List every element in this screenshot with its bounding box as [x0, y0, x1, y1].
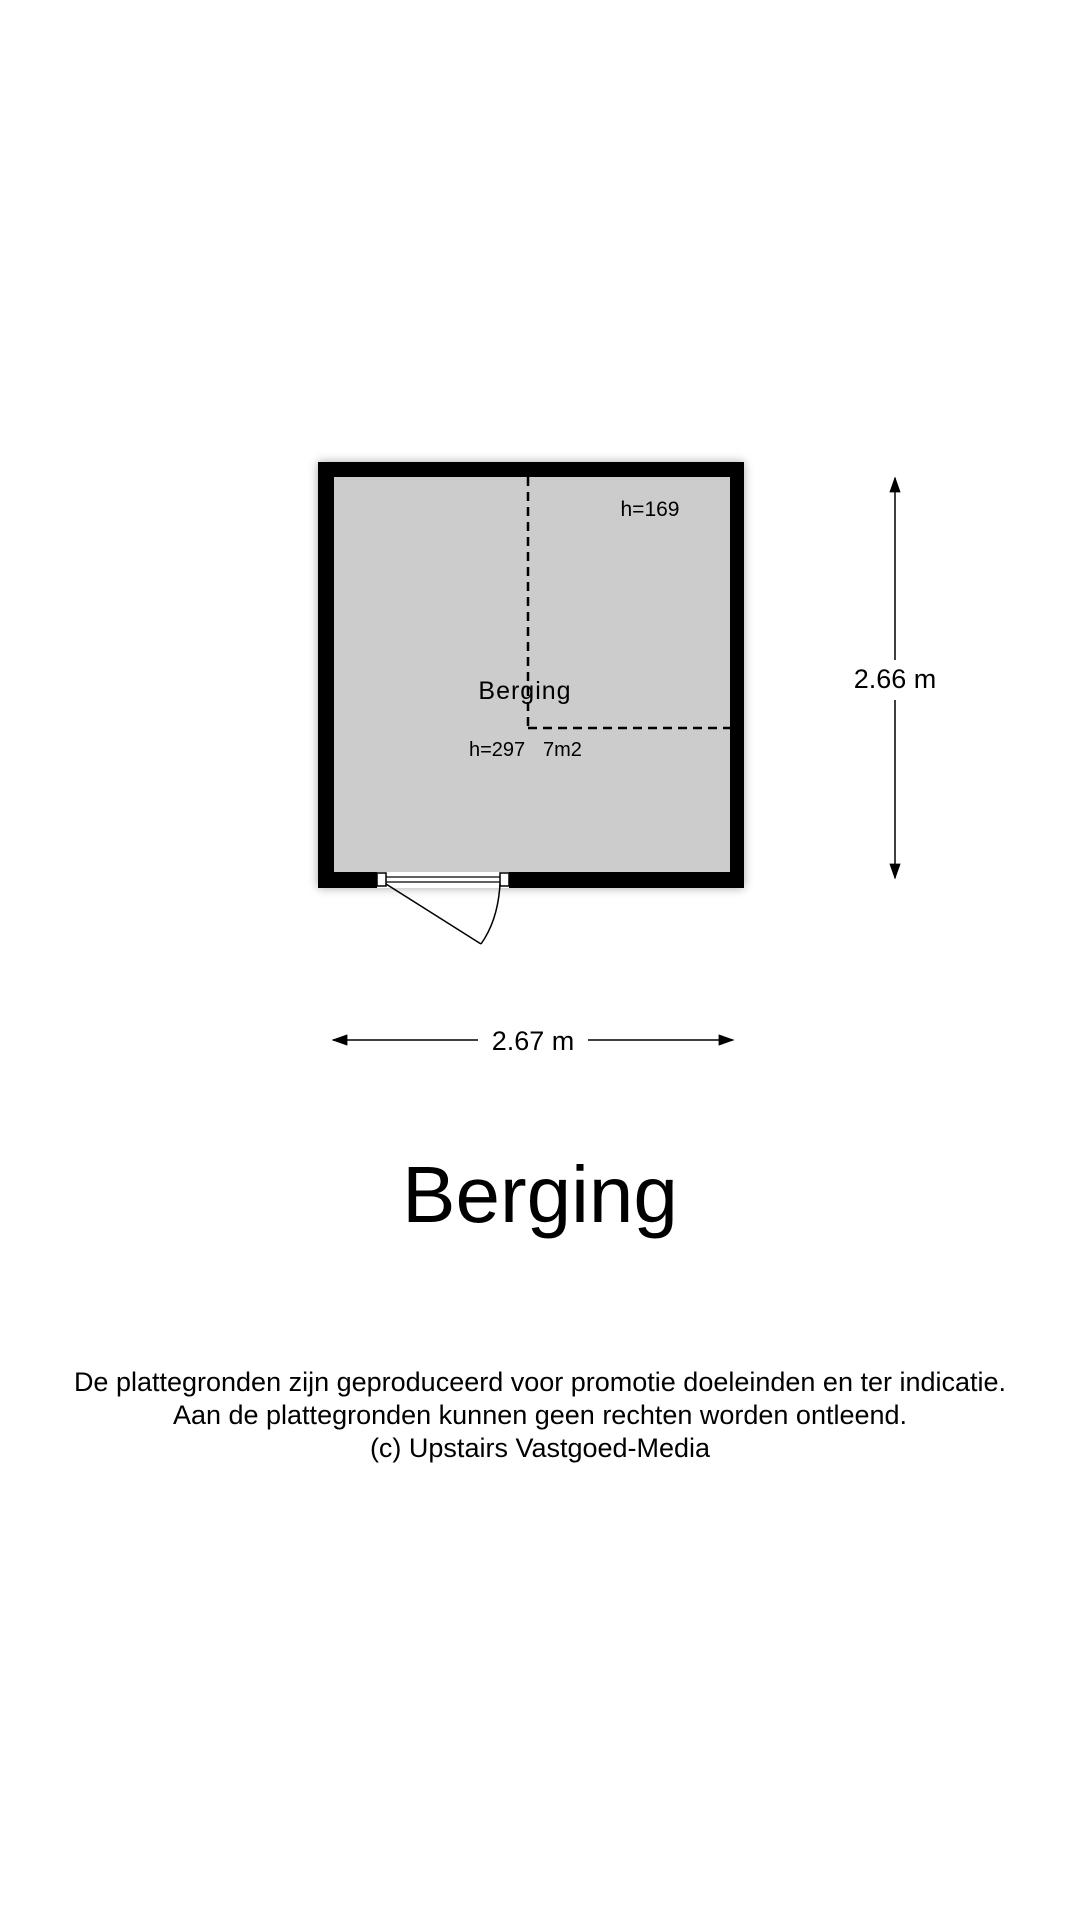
floorplan-title: Berging	[402, 1150, 678, 1239]
door-swing-arc	[481, 884, 500, 944]
room-height-sloped: h=169	[620, 498, 680, 521]
door-frame-right	[500, 873, 509, 886]
door-leaf	[386, 884, 481, 944]
disclaimer-line: Aan de plattegronden kunnen geen rechten worden ontleend.	[172, 1400, 908, 1430]
depth-dimension-label: 2.66 m	[853, 664, 937, 694]
disclaimer	[0, 1366, 1080, 1465]
width-dimension-label: 2.67 m	[491, 1026, 575, 1056]
room-area: 7m2	[543, 739, 582, 761]
disclaimer-line: De plattegronden zijn geproduceerd voor promotie doeleinden en ter indicatie.	[73, 1367, 1007, 1397]
room-height-main: h=297	[469, 739, 526, 761]
room-floor	[334, 477, 730, 872]
door-frame-left	[377, 873, 386, 886]
copyright-line: (c) Upstairs Vastgoed-Media	[369, 1433, 711, 1463]
door-opening	[377, 872, 509, 888]
room-name: Berging	[478, 677, 572, 705]
